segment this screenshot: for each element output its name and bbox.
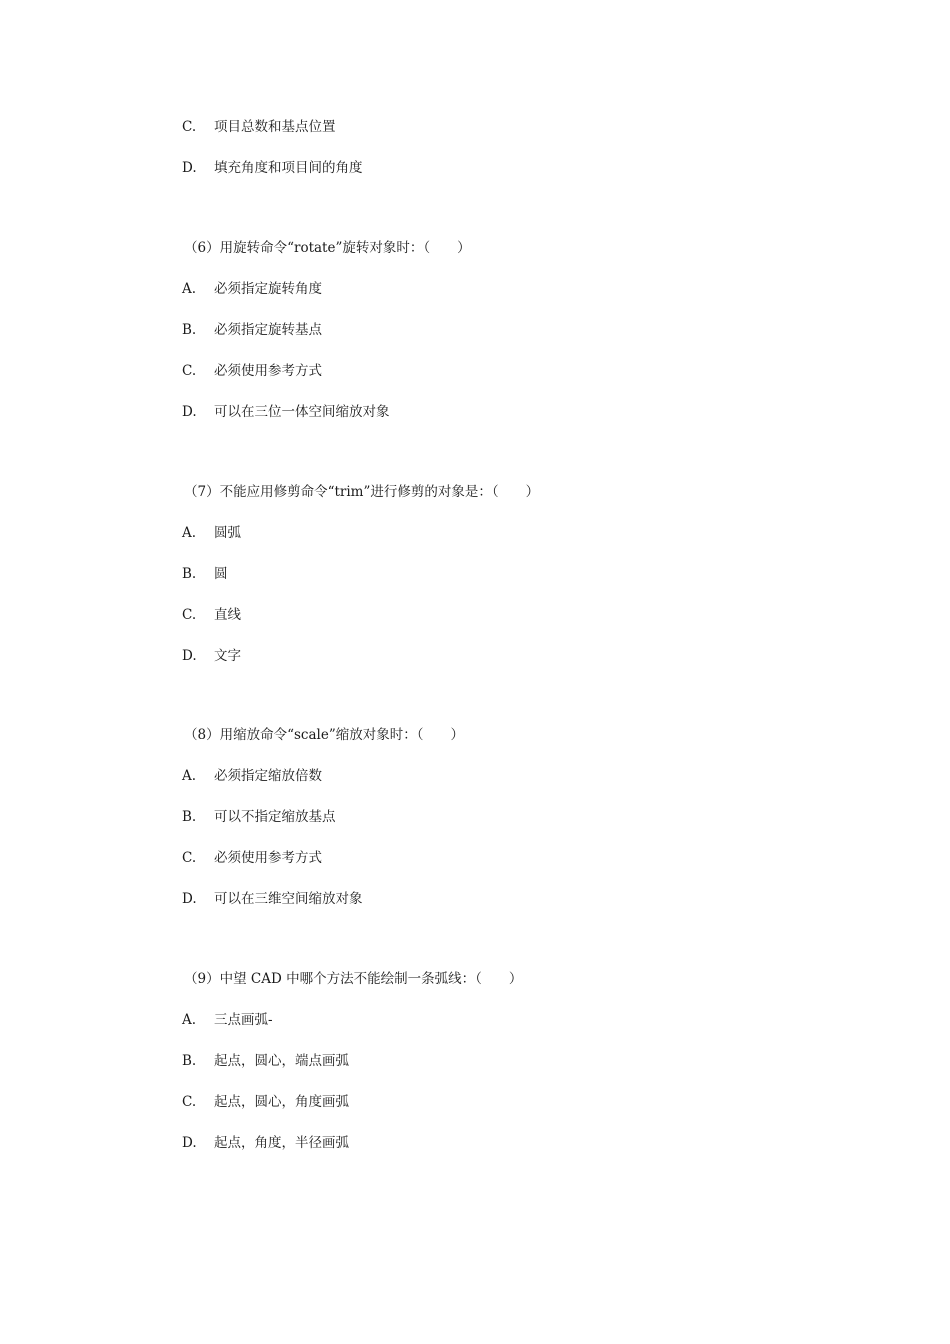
option-letter: D. — [182, 891, 197, 907]
q9-option-a — [182, 1011, 273, 1029]
q7-option-a — [182, 524, 241, 542]
q8-option-b — [182, 808, 336, 826]
option-letter: B. — [182, 1053, 197, 1069]
option-text: 可以不指定缩放基点 — [214, 809, 336, 825]
q7-option-b — [182, 565, 228, 583]
option-letter: B. — [182, 322, 197, 338]
option-letter: C. — [182, 607, 197, 623]
option-text: 必须指定旋转角度 — [214, 281, 322, 297]
option-text: 必须指定缩放倍数 — [214, 768, 322, 784]
option-letter: D. — [182, 1135, 197, 1151]
option-text: 必须使用参考方式 — [214, 850, 322, 866]
q6-option-b — [182, 321, 322, 339]
option-letter: C. — [182, 363, 197, 379]
option-text: 起点，圆心，端点画弧 — [214, 1053, 349, 1069]
option-text: 文字 — [214, 648, 241, 664]
q8-question: （8）用缩放命令“scale”缩放对象时：（ ） — [184, 727, 464, 743]
q5-option-c — [182, 118, 336, 136]
option-text: 可以在三位一体空间缩放对象 — [214, 404, 390, 420]
option-letter: D. — [182, 160, 197, 176]
option-letter: C. — [182, 1094, 197, 1110]
q8-option-c — [182, 849, 322, 867]
q8-option-d — [182, 890, 363, 908]
option-letter: A. — [182, 281, 197, 297]
q9-option-c — [182, 1093, 349, 1111]
option-letter: C. — [182, 119, 197, 135]
q9-option-d — [182, 1134, 349, 1152]
option-letter: D. — [182, 648, 197, 664]
q9-option-b — [182, 1052, 349, 1070]
option-text: 必须使用参考方式 — [214, 363, 322, 379]
q7-option-c — [182, 606, 241, 624]
q7-question: （7）不能应用修剪命令“trim”进行修剪的对象是：（ ） — [184, 484, 540, 500]
option-letter: A. — [182, 1012, 197, 1028]
option-text: 填充角度和项目间的角度 — [214, 160, 363, 176]
option-text: 圆弧 — [214, 525, 241, 541]
option-letter: A. — [182, 525, 197, 541]
option-text: 三点画弧- — [214, 1012, 273, 1028]
option-text: 起点，圆心，角度画弧 — [214, 1094, 349, 1110]
q8-option-a — [182, 767, 322, 785]
q6-option-a — [182, 280, 322, 298]
q5-option-d — [182, 159, 363, 177]
q6-question: （6）用旋转命令“rotate”旋转对象时：（ ） — [184, 240, 471, 256]
option-letter: B. — [182, 566, 197, 582]
option-text: 必须指定旋转基点 — [214, 322, 322, 338]
option-text: 起点，角度，半径画弧 — [214, 1135, 349, 1151]
q6-option-c — [182, 362, 322, 380]
q6-option-d — [182, 403, 390, 421]
option-text: 圆 — [214, 566, 228, 582]
option-text: 直线 — [214, 607, 241, 623]
q7-option-d — [182, 647, 241, 665]
option-letter: A. — [182, 768, 197, 784]
option-text: 可以在三维空间缩放对象 — [214, 891, 363, 907]
option-letter: D. — [182, 404, 197, 420]
option-text: 项目总数和基点位置 — [214, 119, 336, 135]
option-letter: C. — [182, 850, 197, 866]
q9-question: （9）中望 CAD 中哪个方法不能绘制一条弧线：（ ） — [184, 971, 523, 987]
option-letter: B. — [182, 809, 197, 825]
